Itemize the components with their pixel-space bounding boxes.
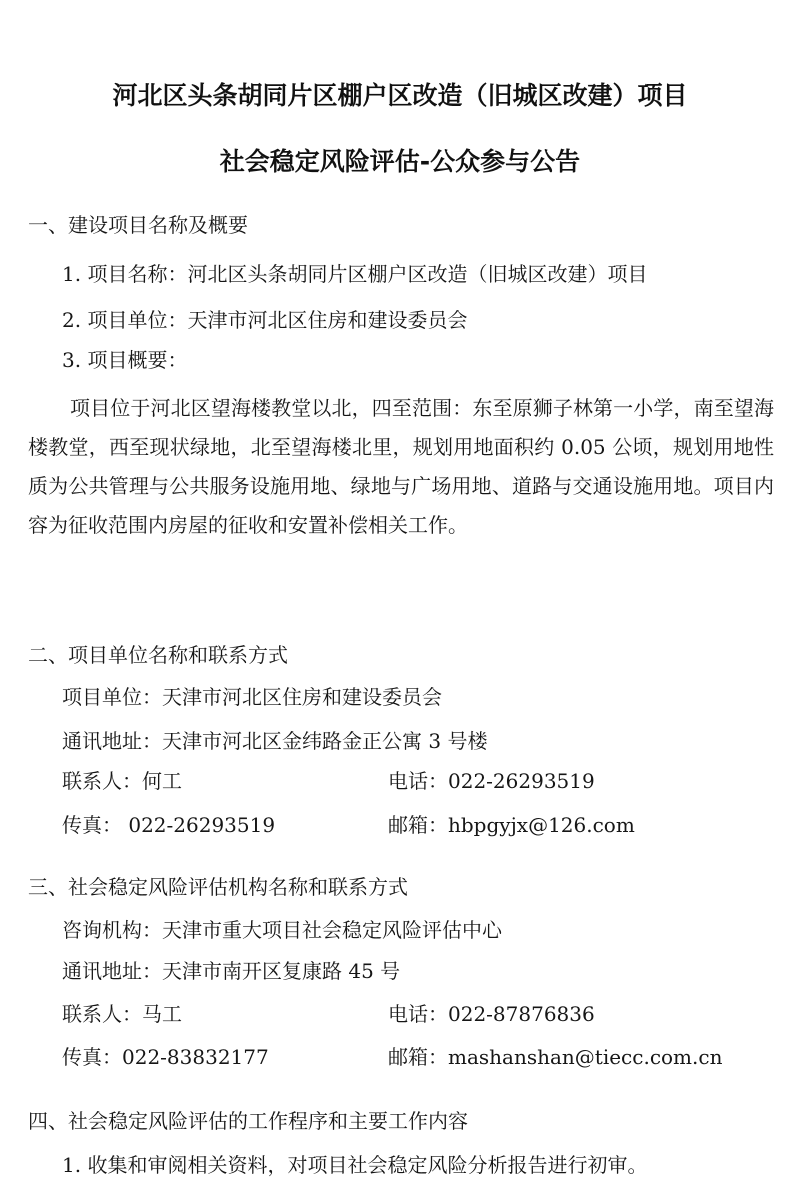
project-name-item: 1. 项目名称：河北区头条胡同片区棚户区改造（旧城区改建）项目 [62, 262, 648, 286]
section-2-contact: 联系人：何工 [62, 769, 182, 793]
section-3-contact: 联系人：马工 [62, 1002, 182, 1026]
project-unit-item: 2. 项目单位：天津市河北区住房和建设委员会 [62, 308, 468, 332]
section-3-email: 邮箱：mashanshan@tiecc.com.cn [388, 1045, 723, 1069]
document-title-line-1: 河北区头条胡同片区棚户区改造（旧城区改建）项目 [112, 81, 688, 110]
section-4-heading: 四、社会稳定风险评估的工作程序和主要工作内容 [28, 1109, 468, 1133]
document-title-line-2: 社会稳定风险评估-公众参与公告 [219, 147, 581, 176]
section-2-phone: 电话：022-26293519 [388, 769, 595, 793]
section-3-address: 通讯地址：天津市南开区复康路 45 号 [62, 959, 401, 983]
section-3-agency: 咨询机构：天津市重大项目社会稳定风险评估中心 [62, 918, 502, 942]
section-2-unit: 项目单位：天津市河北区住房和建设委员会 [62, 685, 442, 709]
section-3-fax: 传真：022-83832177 [62, 1045, 269, 1069]
project-overview-paragraph: 项目位于河北区望海楼教堂以北，四至范围：东至原狮子林第一小学，南至望海楼教堂，西至现状绿地，北至望海楼北里，规划用地面积约 0.05 公顷，规划用地性质为公共管理与公共服务设施用地、绿地与广场用地、道路与交通设施用地。项目内容为征收范围内房屋的征收和安置补偿相关工作。 [28, 396, 774, 537]
section-3-heading: 三、社会稳定风险评估机构名称和联系方式 [28, 875, 408, 899]
section-4-item-1: 1. 收集和审阅相关资料，对项目社会稳定风险分析报告进行初审。 [62, 1153, 648, 1177]
section-2-email: 邮箱：hbpgyjx@126.com [388, 813, 635, 837]
section-2-heading: 二、项目单位名称和联系方式 [28, 643, 288, 667]
section-2-fax: 传真： 022-26293519 [62, 813, 276, 837]
section-2-address: 通讯地址：天津市河北区金纬路金正公寓 3 号楼 [62, 729, 488, 753]
section-1-heading: 一、建设项目名称及概要 [28, 213, 248, 237]
project-overview-label: 3. 项目概要： [62, 348, 188, 372]
section-3-phone: 电话：022-87876836 [388, 1002, 595, 1026]
